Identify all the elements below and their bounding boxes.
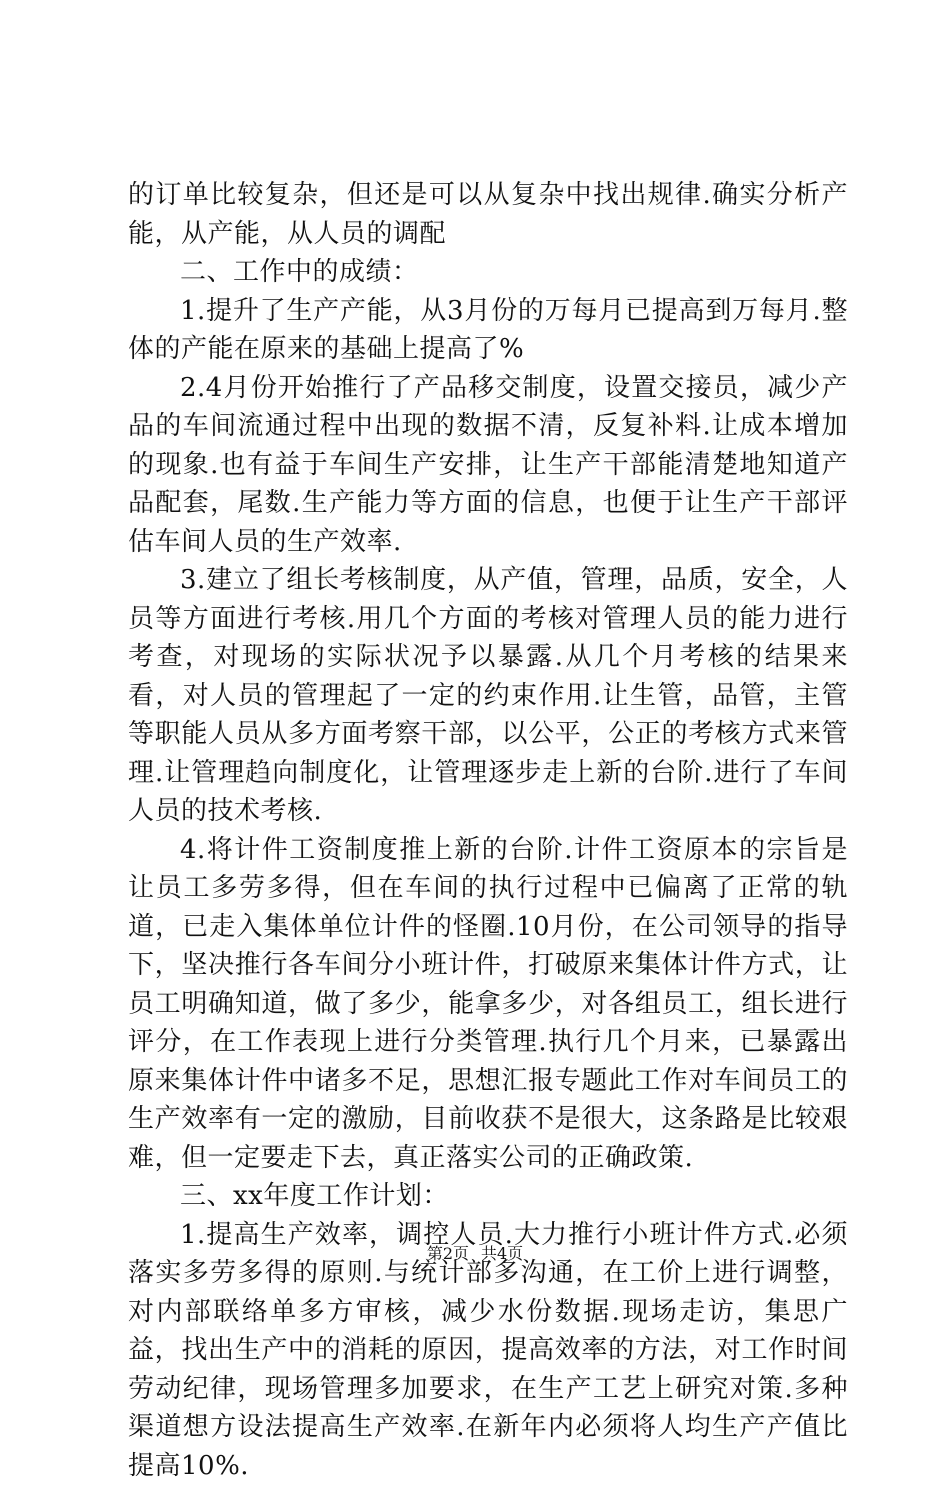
page-footer (0, 1244, 950, 1264)
paragraph-achievement-1: 1.提升了生产产能，从3月份的万每月已提高到万每月.整体的产能在原来的基础上提高了% (128, 292, 848, 369)
paragraph-continuation: 的订单比较复杂，但还是可以从复杂中找出规律.确实分析产能，从产能，从人员的调配 (128, 176, 848, 253)
paragraph-achievement-2: 2.4月份开始推行了产品移交制度，设置交接员，减少产品的车间流通过程中出现的数据不清，反复补料.让成本增加的现象.也有益于车间生产安排，让生产干部能清楚地知道产品配套，尾数.生产能力等方面的信息，也便于让生产干部评估车间人员的生产效率. (128, 369, 848, 562)
document-body (128, 176, 848, 1485)
section-heading-plan: 三、xx年度工作计划： (128, 1177, 848, 1216)
paragraph-achievement-3: 3.建立了组长考核制度，从产值，管理，品质，安全，人员等方面进行考核.用几个方面的考核对管理人员的能力进行考查，对现场的实际状况予以暴露.从几个月考核的结果来看，对人员的管理起了一定的约束作用.让生管，品管，主管等职能人员从多方面考察干部，以公平，公正的考核方式来管理.让管理趋向制度化，让管理逐步走上新的台阶.进行了车间人员的技术考核. (128, 561, 848, 831)
paragraph-plan-1: 1.提高生产效率，调控人员.大力推行小班计件方式.必须落实多劳多得的原则.与统计部多沟通，在工价上进行调整，对内部联络单多方审核，减少水份数据.现场走访，集思广益，找出生产中的消耗的原因，提高效率的方法，对工作时间劳动纪律，现场管理多加要求，在生产工艺上研究对策.多种渠道想方设法提高生产效率.在新年内必须将人均生产产值比提高10%. (128, 1216, 848, 1485)
paragraph-achievement-4: 4.将计件工资制度推上新的台阶.计件工资原本的宗旨是让员工多劳多得，但在车间的执行过程中已偏离了正常的轨道，已走入集体单位计件的怪圈.10月份，在公司领导的指导下，坚决推行各车间分小班计件，打破原来集体计件方式，让员工明确知道，做了多少，能拿多少，对各组员工，组长进行评分，在工作表现上进行分类管理.执行几个月来，已暴露出原来集体计件中诸多不足，思想汇报专题此工作对车间员工的生产效率有一定的激励，目前收获不是很大，这条路是比较艰难，但一定要走下去，真正落实公司的正确政策. (128, 831, 848, 1178)
page-number: 第2页 (427, 1244, 469, 1263)
section-heading-achievements: 二、工作中的成绩： (128, 253, 848, 292)
page-total: 共4页 (481, 1244, 523, 1263)
